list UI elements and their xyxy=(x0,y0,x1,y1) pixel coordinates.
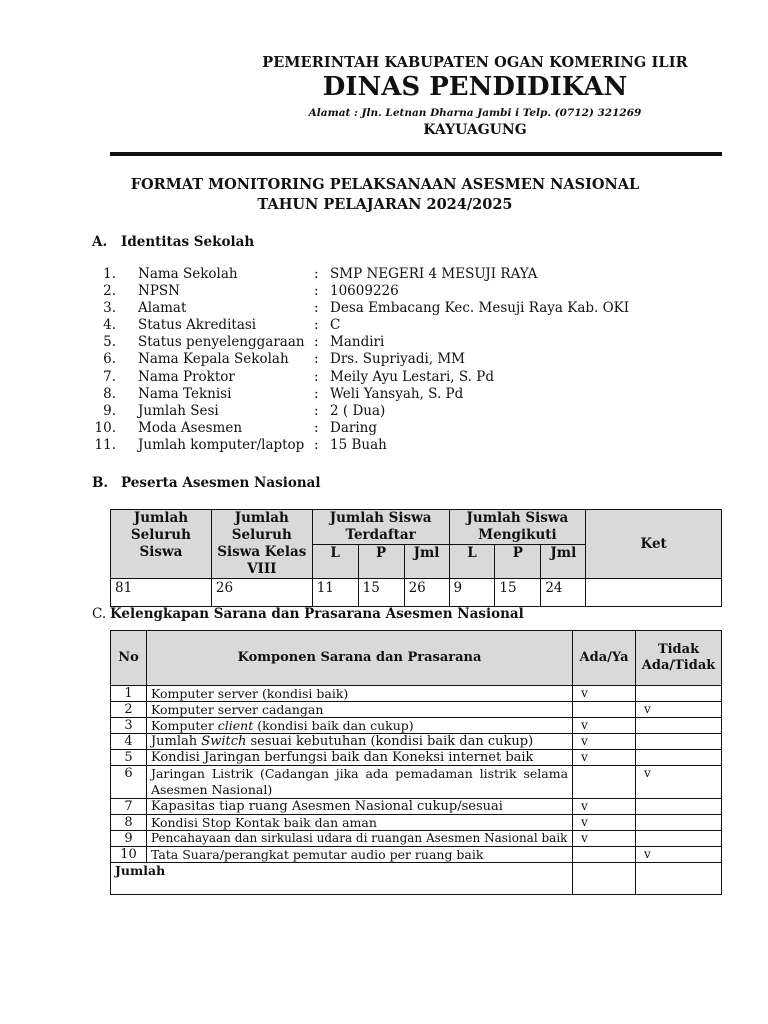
identity-value: C xyxy=(330,317,341,334)
cell-not xyxy=(636,734,722,750)
header-component: Komponen Sarana dan Prasarana xyxy=(146,631,572,686)
identity-label: Jumlah Sesi xyxy=(138,402,219,419)
identity-row xyxy=(90,266,730,283)
kop-agency-name: DINAS PENDIDIKAN xyxy=(322,72,628,102)
table-row xyxy=(111,815,722,831)
identity-label: Nama Proktor xyxy=(138,368,235,385)
cell-component xyxy=(146,734,572,750)
identity-value: 2 ( Dua) xyxy=(330,402,386,419)
table-row xyxy=(111,750,722,766)
document-title-line1: FORMAT MONITORING PELAKSANAAN ASESMEN NASIONAL xyxy=(130,176,640,193)
kop-address: Alamat : Jln. Letnan Dharna Jambi i Telp. (0712) 321269 xyxy=(308,107,642,119)
identity-colon: : xyxy=(314,351,319,368)
identity-label: Status penyelenggaraan xyxy=(138,334,305,351)
component-text-italic: client xyxy=(217,718,254,733)
cell-not xyxy=(636,815,722,831)
table-row xyxy=(111,766,722,799)
identity-label: Jumlah komputer/laptop xyxy=(138,436,305,453)
cell-yes: v xyxy=(573,815,636,831)
table-row xyxy=(111,734,722,750)
section-b-title: Peserta Asesmen Nasional xyxy=(121,475,321,491)
cell-yes: v xyxy=(573,718,636,734)
cell-yes: v xyxy=(573,831,636,847)
section-b-number: B. xyxy=(92,475,109,491)
cell-no: 7 xyxy=(111,799,147,815)
table-row xyxy=(111,702,722,718)
component-text-italic: Switch xyxy=(201,734,247,749)
identity-row xyxy=(90,369,730,386)
cell-yes xyxy=(573,847,636,863)
table-row xyxy=(111,847,722,863)
cell-ket xyxy=(586,579,722,607)
table-row xyxy=(111,718,722,734)
table-row xyxy=(111,831,722,847)
identity-label: Alamat xyxy=(138,300,187,317)
cell-registered-p: 15 xyxy=(358,579,404,607)
cell-total-yes xyxy=(573,863,636,895)
component-text: Jumlah xyxy=(150,734,202,749)
component-text-rest: (kondisi baik dan cukup) xyxy=(253,718,414,733)
component-text: Komputer server cadangan xyxy=(150,702,324,717)
identity-number: 2. xyxy=(103,283,116,300)
cell-no: 5 xyxy=(111,750,147,766)
section-a-number: A. xyxy=(92,234,108,250)
kop-government-name: PEMERINTAH KABUPATEN OGAN KOMERING ILIR xyxy=(262,54,688,71)
identity-row xyxy=(90,437,730,454)
header-ket: Ket xyxy=(586,510,722,579)
cell-not: v xyxy=(636,702,722,718)
cell-no: 9 xyxy=(111,831,147,847)
identity-label: Nama Sekolah xyxy=(138,266,238,282)
cell-not xyxy=(636,750,722,766)
section-a-heading xyxy=(92,234,254,250)
identity-value: Desa Embacang Kec. Mesuji Raya Kab. OKI xyxy=(330,300,630,317)
identity-label: Nama Teknisi xyxy=(138,385,232,402)
identity-value: 15 Buah xyxy=(330,436,387,453)
identity-colon: : xyxy=(314,402,319,419)
participants-table xyxy=(110,509,722,607)
header-total-students: Jumlah Seluruh Siswa xyxy=(111,510,212,579)
header-participating: Jumlah Siswa Mengikuti xyxy=(449,510,586,545)
identity-label: Moda Asesmen xyxy=(138,419,243,436)
table-row xyxy=(111,799,722,815)
identity-row xyxy=(90,403,730,420)
identity-row xyxy=(90,300,730,317)
identity-row xyxy=(90,317,730,334)
cell-no: 3 xyxy=(111,718,147,734)
cell-no: 4 xyxy=(111,734,147,750)
identity-value: Mandiri xyxy=(330,334,385,351)
cell-component xyxy=(146,815,572,831)
identity-row xyxy=(90,334,730,351)
cell-component xyxy=(146,702,572,718)
cell-not: v xyxy=(636,766,722,799)
section-c-number: C. xyxy=(92,606,107,622)
header-registered-p: P xyxy=(358,545,404,579)
cell-registered-jml: 26 xyxy=(404,579,449,607)
identity-colon: : xyxy=(314,436,319,453)
identity-number: 11. xyxy=(94,436,116,453)
header-yes: Ada/Ya xyxy=(573,631,636,686)
identity-label: NPSN xyxy=(138,283,180,300)
component-text: Tata Suara/perangkat pemutar audio per ruang baik xyxy=(150,847,484,862)
component-text: Pencahayaan dan sirkulasi udara di ruangan Asesmen Nasional baik xyxy=(150,831,568,845)
cell-yes xyxy=(573,766,636,799)
identity-value: Drs. Supriyadi, MM xyxy=(330,351,466,368)
header-registered: Jumlah Siswa Terdaftar xyxy=(312,510,449,545)
cell-total-not xyxy=(636,863,722,895)
cell-component xyxy=(146,847,572,863)
section-a-title: Identitas Sekolah xyxy=(121,234,255,250)
cell-yes: v xyxy=(573,734,636,750)
identity-number: 4. xyxy=(103,317,116,334)
identity-list xyxy=(90,266,730,454)
identity-colon: : xyxy=(314,283,319,300)
cell-total-students: 81 xyxy=(111,579,212,607)
cell-not xyxy=(636,831,722,847)
cell-registered-l: 11 xyxy=(312,579,358,607)
identity-number: 9. xyxy=(103,402,116,419)
identity-label: Status Akreditasi xyxy=(138,317,257,334)
identity-number: 5. xyxy=(103,334,116,351)
identity-number: 6. xyxy=(103,351,116,368)
identity-value: Weli Yansyah, S. Pd xyxy=(330,385,464,402)
header-participating-l: L xyxy=(449,545,495,579)
identity-label: Nama Kepala Sekolah xyxy=(138,351,289,368)
identity-colon: : xyxy=(314,385,319,402)
cell-component xyxy=(146,718,572,734)
cell-no: 2 xyxy=(111,702,147,718)
cell-component xyxy=(146,831,572,847)
identity-colon: : xyxy=(314,419,319,436)
letterhead-rule xyxy=(110,152,722,156)
header-registered-l: L xyxy=(312,545,358,579)
cell-not xyxy=(636,686,722,702)
kop-city: KAYUAGUNG xyxy=(423,122,527,138)
identity-value: 10609226 xyxy=(330,283,399,300)
identity-value: Meily Ayu Lestari, S. Pd xyxy=(330,368,494,385)
section-c-heading xyxy=(92,606,524,622)
component-text: Kondisi Jaringan berfungsi baik dan Koneksi internet baik xyxy=(150,750,534,765)
identity-colon: : xyxy=(314,317,319,334)
section-b-heading xyxy=(92,475,321,491)
cell-component xyxy=(146,750,572,766)
document-title-line2: TAHUN PELAJARAN 2024/2025 xyxy=(257,196,513,213)
identity-number: 10. xyxy=(94,419,116,436)
cell-no: 8 xyxy=(111,815,147,831)
identity-number: 7. xyxy=(103,368,116,385)
header-no-ada: Tidak Ada/Tidak xyxy=(636,631,722,686)
identity-row xyxy=(90,386,730,403)
component-text: Kondisi Stop Kontak baik dan aman xyxy=(150,815,377,830)
cell-no: 10 xyxy=(111,847,147,863)
cell-yes: v xyxy=(573,750,636,766)
section-c-title: Kelengkapan Sarana dan Prasarana Asesmen Nasional xyxy=(110,606,524,622)
cell-no: 1 xyxy=(111,686,147,702)
component-text: Kapasitas tiap ruang Asesmen Nasional cukup/sesuai xyxy=(150,799,503,814)
cell-participating-p: 15 xyxy=(495,579,541,607)
table-row xyxy=(111,686,722,702)
cell-not xyxy=(636,718,722,734)
total-row xyxy=(111,863,722,895)
header-class-viii-students: Jumlah Seluruh Siswa Kelas VIII xyxy=(211,510,312,579)
component-text: Jaringan Listrik (Cadangan jika ada pemadaman listrik selama Asesmen Nasional) xyxy=(150,766,569,797)
identity-value: Daring xyxy=(330,419,377,436)
identity-number: 8. xyxy=(103,385,116,402)
cell-class-viii-students: 26 xyxy=(211,579,312,607)
identity-value: SMP NEGERI 4 MESUJI RAYA xyxy=(330,266,538,282)
table-row xyxy=(111,579,722,607)
cell-participating-jml: 24 xyxy=(541,579,586,607)
identity-colon: : xyxy=(314,368,319,385)
document-title xyxy=(60,175,710,215)
cell-yes: v xyxy=(573,686,636,702)
cell-component xyxy=(146,799,572,815)
cell-component xyxy=(146,766,572,799)
identity-row xyxy=(90,420,730,437)
identity-row xyxy=(90,351,730,368)
header-participating-p: P xyxy=(495,545,541,579)
identity-number: 3. xyxy=(103,300,116,317)
identity-row xyxy=(90,283,730,300)
cell-not xyxy=(636,799,722,815)
facilities-table xyxy=(110,630,722,895)
header-no: No xyxy=(111,631,147,686)
cell-yes: v xyxy=(573,799,636,815)
identity-colon: : xyxy=(314,300,319,317)
identity-number: 1. xyxy=(103,266,116,282)
component-text: Komputer server (kondisi baik) xyxy=(150,686,349,701)
cell-participating-l: 9 xyxy=(449,579,495,607)
component-text: Komputer xyxy=(150,718,218,733)
cell-no: 6 xyxy=(111,766,147,799)
header-participating-jml: Jml xyxy=(541,545,586,579)
identity-colon: : xyxy=(314,266,319,282)
cell-component xyxy=(146,686,572,702)
cell-yes xyxy=(573,702,636,718)
identity-colon: : xyxy=(314,334,319,351)
cell-not: v xyxy=(636,847,722,863)
component-text-rest: sesuai kebutuhan (kondisi baik dan cukup) xyxy=(246,734,534,749)
cell-total-label: Jumlah xyxy=(111,863,573,895)
header-registered-jml: Jml xyxy=(404,545,449,579)
